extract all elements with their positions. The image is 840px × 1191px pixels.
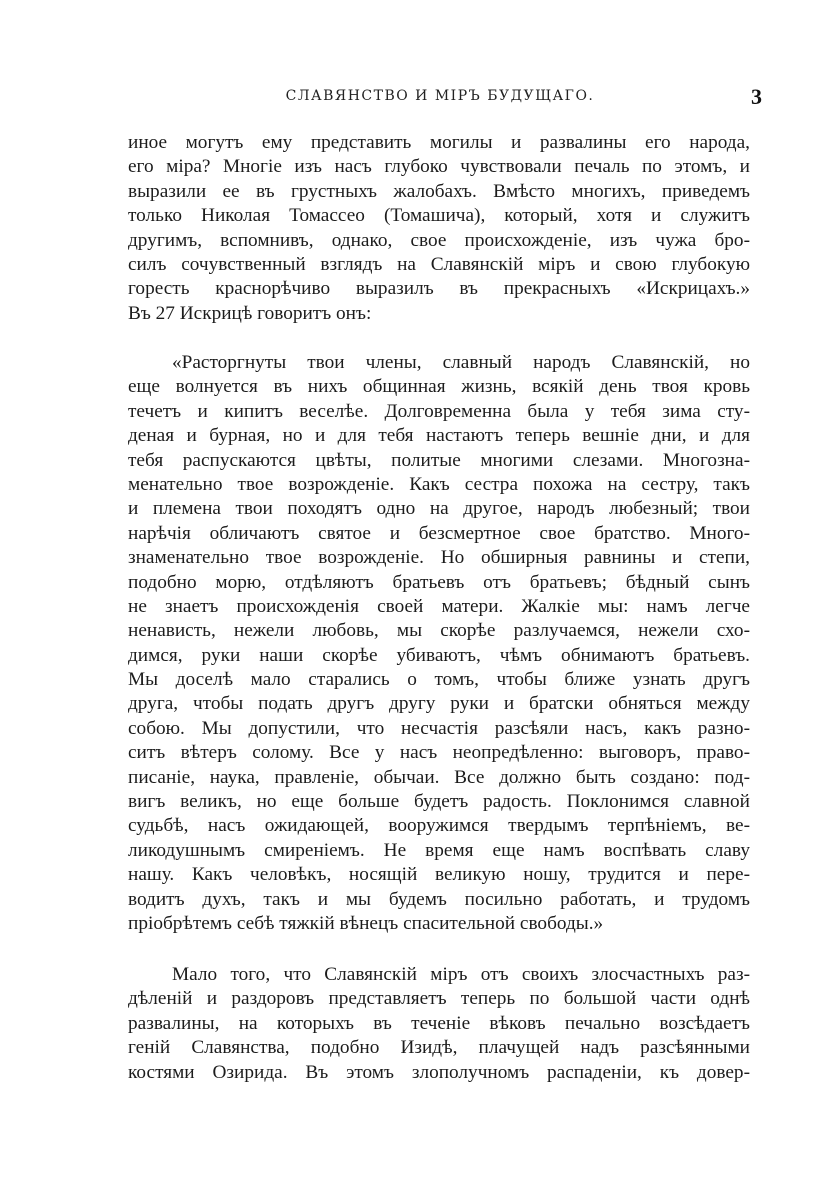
running-head	[120, 84, 762, 112]
text-line: пріобрѣтемъ себѣ тяжкій вѣнецъ спасительной свободы.»	[128, 912, 604, 934]
text-line: геній Славянства, подобно Изидѣ, плачущей надъ разсѣянными	[128, 1037, 750, 1059]
text-line: его міра? Многіе изъ насъ глубоко чувствовали печаль по этомъ, и	[128, 156, 750, 178]
text-line: тебя распускаются цвѣты, политые многими слезами. Многозна-	[128, 449, 750, 471]
text-line: писаніе, наука, правленіе, обычаи. Все должно быть создано: под-	[128, 766, 750, 788]
text-line: не знаетъ происхожденія своей матери. Жалкіе мы: намъ легче	[128, 595, 750, 617]
text-line: выразили ее въ грустныхъ жалобахъ. Вмѣсто многихъ, приведемъ	[128, 180, 750, 202]
text-line: течетъ и кипитъ веселѣе. Долговременна была у тебя зима сту-	[128, 400, 750, 422]
text-line: ненависть, нежели любовь, мы скорѣе разлучаемся, нежели схо-	[128, 620, 750, 642]
text-line: еще волнуется въ нихъ общинная жизнь, всякій день твоя кровь	[128, 376, 750, 398]
text-line: другимъ, вспомнивъ, однако, свое происхожденіе, изъ чужа бро-	[128, 229, 750, 251]
text-line: горесть краснорѣчиво выразилъ въ прекрасныхъ «Искрицахъ.»	[128, 278, 750, 300]
text-line: водитъ духъ, такъ и мы будемъ посильно работать, и трудомъ	[128, 888, 750, 910]
text-line: Мы доселѣ мало старались о томъ, чтобы ближе узнать другъ	[128, 669, 750, 691]
text-line: друга, чтобы подать другъ другу руки и братски обняться между	[128, 693, 750, 715]
page-number: 3	[751, 84, 762, 109]
paragraph-intro	[128, 131, 750, 326]
text-line: дѣленій и раздоровъ представляетъ теперь по большой части однѣ	[128, 988, 750, 1010]
text-line: деная и бурная, но и для тебя настаютъ теперь вешніе дни, и для	[128, 425, 750, 447]
text-line: только Николая Томассео (Томашича), который, хотя и служитъ	[128, 205, 750, 227]
text-line: нарѣчія обличаютъ святое и безсмертное свое братство. Много-	[128, 522, 750, 544]
text-line: вигъ великъ, но еще больше будетъ радость. Поклонимся славной	[128, 791, 750, 813]
text-line: димся, руки наши скорѣе убиваютъ, чѣмъ обнимаютъ братьевъ.	[128, 644, 750, 666]
text-line: нашу. Какъ человѣкъ, носящій великую ношу, трудится и пере-	[128, 864, 750, 886]
text-line: и племена твои походятъ одно на другое, народъ любезный; твои	[128, 498, 750, 520]
text-line: ситъ вѣтеръ солому. Все у насъ неопредѣленно: выговоръ, право-	[128, 742, 750, 764]
text-line: развалины, на которыхъ въ теченіе вѣковъ печально возсѣдаетъ	[128, 1012, 750, 1034]
paragraph-quote	[128, 351, 750, 936]
text-line: иное могутъ ему представить могилы и развалины его народа,	[128, 132, 750, 153]
running-title: СЛАВЯНСТВО И МІРЪ БУДУЩАГО.	[285, 88, 595, 104]
text-line: «Расторгнуты твои члены, славный народъ Славянскій, но	[172, 352, 750, 373]
paragraph-continuation	[128, 963, 750, 1085]
text-line: костями Озирида. Въ этомъ злополучномъ распаденіи, къ довер-	[128, 1061, 750, 1083]
text-line: Мало того, что Славянскій міръ отъ своихъ злосчастныхъ раз-	[172, 964, 750, 985]
text-line: подобно морю, отдѣляютъ братьевъ отъ братьевъ; бѣдный сынъ	[128, 571, 750, 593]
text-line: Въ 27 Искрицѣ говоритъ онъ:	[128, 302, 372, 324]
text-line: знаменательно твое возрожденіе. Но обширныя равнины и степи,	[128, 547, 750, 569]
text-line: судьбѣ, насъ ожидающей, вооружимся твердымъ терпѣніемъ, ве-	[128, 815, 750, 837]
text-line: собою. Мы допустили, что несчастія разсѣяли насъ, какъ разно-	[128, 717, 750, 739]
text-line: ликодушнымъ смиреніемъ. Не время еще намъ воспѣвать славу	[128, 839, 750, 861]
text-line: силъ сочувственный взглядъ на Славянскій міръ и свою глубокую	[128, 253, 750, 275]
text-line: менательно твое возрожденіе. Какъ сестра похожа на сестру, такъ	[128, 473, 750, 495]
